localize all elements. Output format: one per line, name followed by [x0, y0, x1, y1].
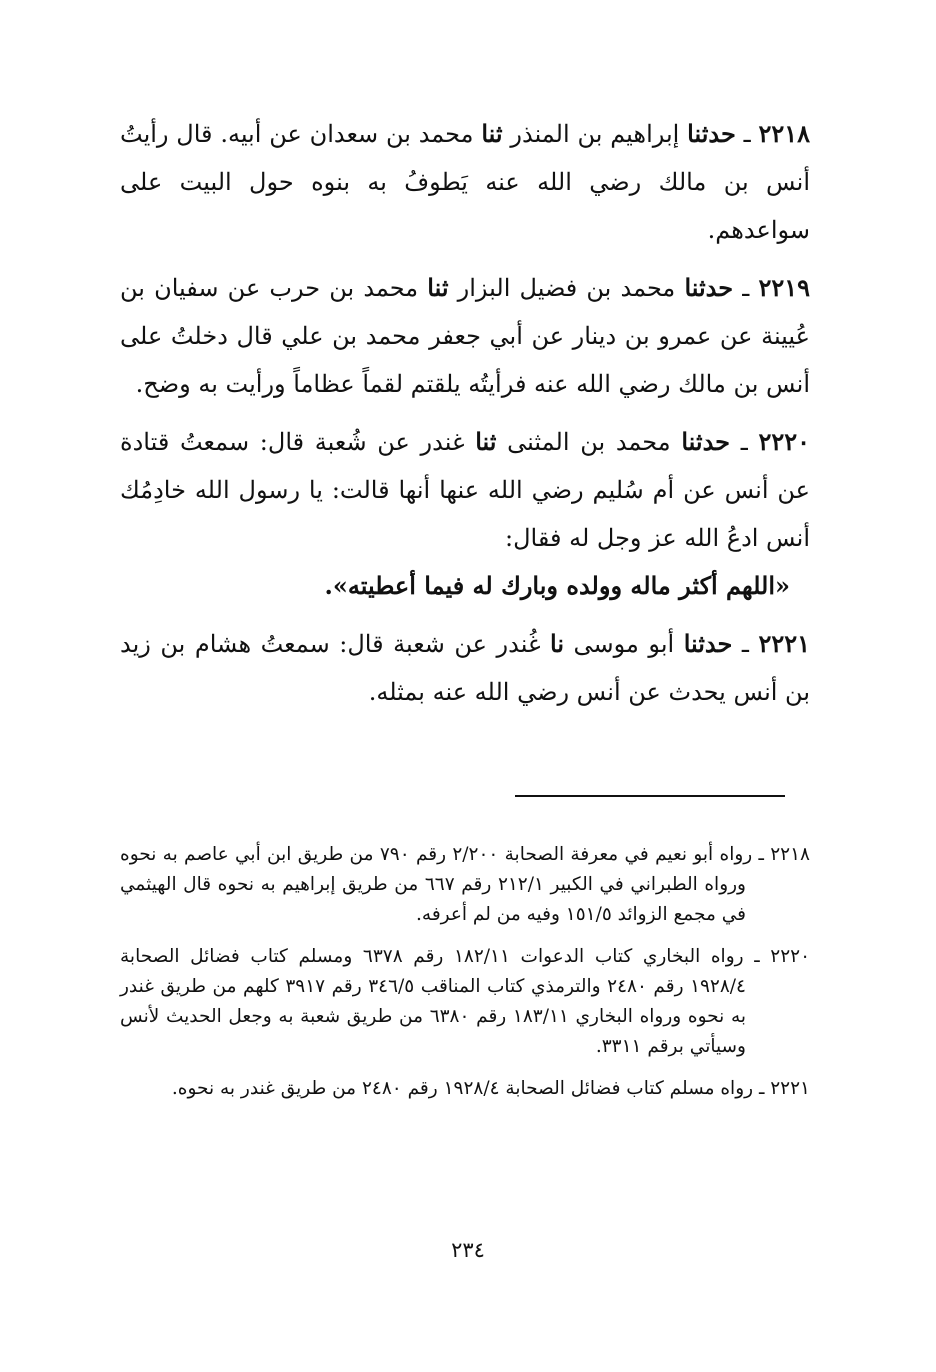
hadith-2220 — [120, 418, 810, 610]
narrator-text: أبو موسى — [564, 630, 684, 658]
thana-word: نا — [550, 629, 565, 658]
separator: ـ — [743, 946, 771, 967]
hadith-text: محمد بن سعدان عن أبيه. قال رأيتُ أنس بن مالك رضي الله عنه يَطوفُ به بنوه حول البيت على سواعدهم. — [120, 120, 810, 244]
narrator-text: إبراهيم بن المنذر — [502, 120, 688, 148]
footnote-number: ٢٢١٨ — [770, 844, 810, 865]
separator: ـ — [735, 120, 759, 148]
hadith-number: ٢٢١٨ — [758, 119, 811, 148]
separator: ـ — [732, 630, 759, 658]
hadith-number: ٢٢٢١ — [758, 629, 810, 658]
thana-word: ثنا — [481, 119, 503, 148]
haddathana-word: حدثنا — [683, 629, 733, 658]
dua-text: «اللهم أكثر ماله وولده وبارك له فيما أعطيته». — [324, 571, 790, 600]
footnote-text: رواه مسلم كتاب فضائل الصحابة ١٩٢٨/٤ رقم ٢٤٨٠ من طريق غندر به نحوه. — [171, 1078, 754, 1099]
hadith-2221 — [120, 620, 810, 716]
narrator-text: محمد بن فضيل البزار — [448, 274, 685, 302]
haddathana-word: حدثنا — [681, 427, 731, 456]
footnote-number: ٢٢٢٠ — [770, 946, 811, 967]
hadith-number: ٢٢١٩ — [758, 273, 810, 302]
page-number: ٢٣٤ — [451, 1238, 485, 1262]
hadith-text: غندر عن شُعبة قال: سمعتُ قتادة عن أنس عن أم سُليم رضي الله عنها أنها قالت: يا رسول الله خادِمُك أنس ادعُ الله عز وجل له فقال: — [120, 428, 810, 552]
footnotes — [120, 840, 810, 1116]
hadith-text: غُندر عن شعبة قال: سمعتُ هشام بن زيد بن أنس يحدث عن أنس رضي الله عنه بمثله. — [120, 630, 810, 706]
separator: ـ — [730, 428, 759, 456]
footnote-divider — [515, 795, 785, 797]
hadith-2219 — [120, 264, 810, 408]
footnote-2218 — [120, 840, 810, 930]
narrator-text: محمد بن المثنى — [496, 428, 682, 456]
separator: ـ — [733, 274, 759, 302]
footnote-text: رواه أبو نعيم في معرفة الصحابة ٢/٢٠٠ رقم ٧٩٠ من طريق ابن أبي عاصم به نحوه ورواه الطبراني في الكبير ٢١٢/١ رقم ٦٦٧ من طريق إبراهيم به نحوه قال الهيثمي في مجمع الزوائد ١٥١/٥ وفيه من لم أعرفه. — [120, 844, 753, 925]
footnote-number: ٢٢٢١ — [770, 1078, 810, 1099]
thana-word: ثنا — [475, 427, 497, 456]
footnote-text: رواه البخاري كتاب الدعوات ١٨٢/١١ رقم ٦٣٧٨ ومسلم كتاب فضائل الصحابة ١٩٢٨/٤ رقم ٢٤٨٠ والترمذي كتاب المناقب ٣٤٦/٥ رقم ٣٩١٧ كلهم من طريق غندر به نحوه ورواه البخاري ١٨٣/١١ رقم ٦٣٨٠ من طريق شعبة به وجعل الحديث لأنس وسيأتي برقم ٣٣١١. — [120, 946, 747, 1057]
footnote-2221 — [120, 1074, 810, 1104]
thana-word: ثنا — [427, 273, 449, 302]
main-text — [120, 110, 810, 726]
separator: ـ — [752, 844, 771, 865]
hadith-number: ٢٢٢٠ — [758, 427, 810, 456]
haddathana-word: حدثنا — [687, 119, 736, 148]
hadith-text: محمد بن حرب عن سفيان بن عُيينة عن عمرو بن دينار عن أبي جعفر محمد بن علي قال دخلتُ على أنس بن مالك رضي الله عنه فرأيتُه يلقتم لقماً عظاماً ورأيت به وضح. — [120, 274, 810, 398]
separator: ـ — [753, 1078, 771, 1099]
footnote-2220 — [120, 942, 810, 1062]
haddathana-word: حدثنا — [684, 273, 734, 302]
hadith-2218 — [120, 110, 810, 254]
